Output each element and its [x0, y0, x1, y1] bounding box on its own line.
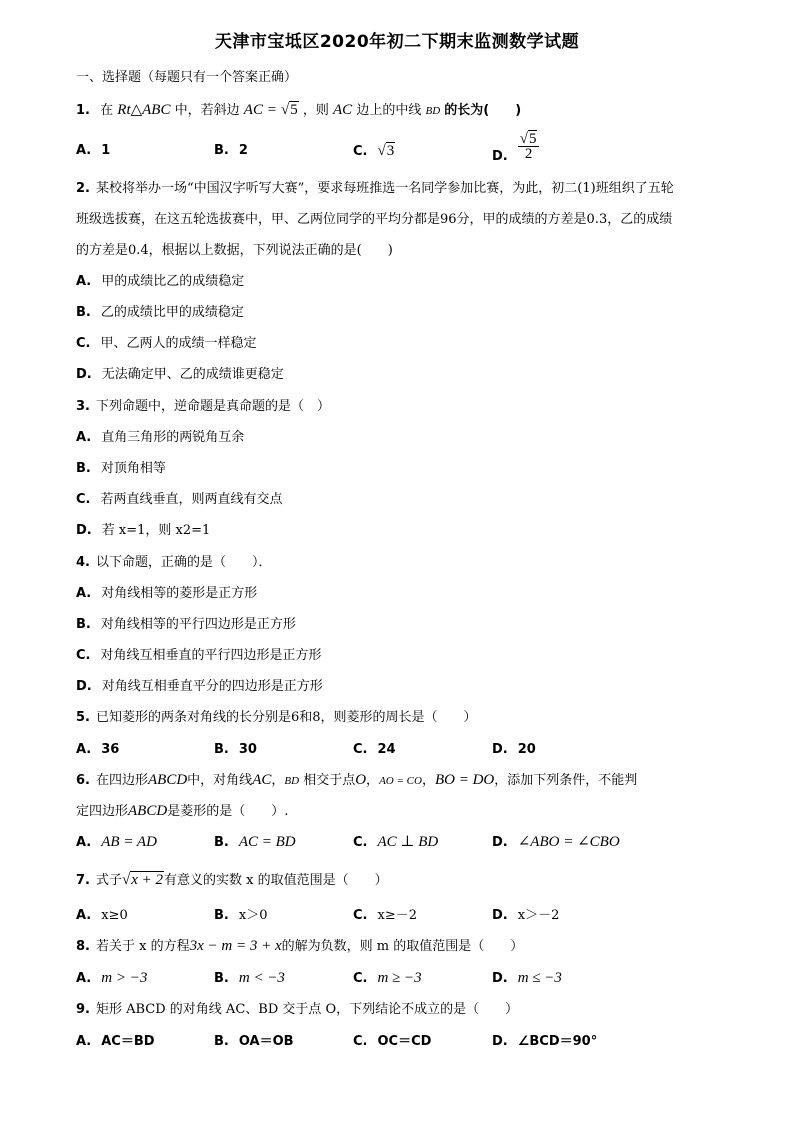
option-a[interactable]: A. m > −3 [76, 970, 148, 986]
option-c[interactable]: C. OC＝CD [353, 1034, 432, 1049]
option-c[interactable]: C. AC ⊥ BD [353, 834, 439, 850]
question-9: 9. 矩形 ABCD 的对角线 AC、BD 交于点 O，下列结论不成立的是（ ） [76, 1002, 519, 1017]
option-b[interactable]: B. 对顶角相等 [76, 461, 166, 476]
option-a[interactable]: A. 甲的成绩比乙的成绩稳定 [76, 274, 245, 289]
page-title: 天津市宝坻区2020年初二下期末监测数学试题 [214, 32, 580, 52]
option-a[interactable]: A. 1 [76, 143, 111, 158]
option-d[interactable]: D. $\frac{√5}{2}$ [492, 132, 539, 161]
option-a[interactable]: A. 对角线相等的菱形是正方形 [76, 586, 258, 601]
question-2-line-2: 班级选拔赛，在这五轮选拔赛中，甲、乙两位同学的平均分都是96分，甲的成绩的方差是0.3，乙的成绩 [76, 212, 673, 227]
question-1: 1. 在 Rt△ABC 中，若斜边 AC = √5 ，则 AC 边上的中线 BD 的长为( ) [76, 102, 522, 118]
option-b[interactable]: B. 30 [214, 742, 257, 757]
option-c[interactable]: C. 甲、乙两人的成绩一样稳定 [76, 336, 257, 351]
option-b[interactable]: B. AC = BD [214, 834, 296, 850]
option-d[interactable]: D. 若 x=1，则 x2=1 [76, 523, 211, 538]
option-c[interactable]: C. 对角线互相垂直的平行四边形是正方形 [76, 648, 322, 663]
question-6-line-2: 定四边形ABCD是菱形的是（ ）. [76, 803, 289, 819]
option-b[interactable]: B. 2 [214, 143, 248, 158]
option-a[interactable]: A. x≥0 [76, 908, 128, 923]
option-d[interactable]: D. x＞－2 [492, 908, 560, 923]
question-2-line-1: 2. 某校将举办一场“中国汉字听写大赛”，要求每班推选一名同学参加比赛，为此，初二(1)班组织了五轮 [76, 181, 674, 196]
option-d[interactable]: D. 无法确定甲、乙的成绩谁更稳定 [76, 367, 284, 382]
option-c[interactable]: C. x≥－2 [353, 908, 417, 923]
option-a[interactable]: A. AB = AD [76, 834, 157, 850]
question-3: 3. 下列命题中，逆命题是真命题的是（ ） [76, 399, 330, 414]
option-b[interactable]: B. m < −3 [214, 970, 285, 986]
option-c[interactable]: C. 24 [353, 742, 396, 757]
option-a[interactable]: A. 直角三角形的两锐角互余 [76, 430, 245, 445]
question-2-line-3: 的方差是0.4，根据以上数据，下列说法正确的是( ) [76, 243, 393, 258]
question-7: 7. 式子√x + 2有意义的实数 x 的取值范围是（ ） [76, 872, 388, 888]
option-c[interactable]: C. 若两直线垂直，则两直线有交点 [76, 492, 283, 507]
section-heading: 一、选择题（每题只有一个答案正确） [76, 70, 298, 85]
option-b[interactable]: B. x＞0 [214, 908, 268, 923]
option-b[interactable]: B. OA＝OB [214, 1034, 294, 1049]
option-c[interactable]: C. √3 [353, 143, 395, 159]
question-5: 5. 已知菱形的两条对角线的长分别是6和8，则菱形的周长是（ ） [76, 710, 477, 725]
option-d[interactable]: D. ∠BCD＝90° [492, 1034, 598, 1049]
sqrt-expression: √x + 2 [122, 872, 164, 888]
question-4: 4. 以下命题，正确的是（ ）． [76, 555, 272, 570]
question-8: 8. 若关于 x 的方程3x − m = 3 + x的解为负数，则 m 的取值范围是（ ） [76, 938, 524, 954]
option-b[interactable]: B. 对角线相等的平行四边形是正方形 [76, 617, 296, 632]
option-d[interactable]: D. m ≤ −3 [492, 970, 562, 986]
option-c[interactable]: C. m ≥ −3 [353, 970, 422, 986]
option-d[interactable]: D. 对角线互相垂直平分的四边形是正方形 [76, 679, 323, 694]
option-d[interactable]: D. 20 [492, 742, 536, 757]
question-number: 1. [76, 103, 90, 118]
sqrt-expression: √5 [280, 102, 298, 118]
option-d[interactable]: D. ∠ABO = ∠CBO [492, 834, 620, 850]
option-b[interactable]: B. 乙的成绩比甲的成绩稳定 [76, 305, 244, 320]
question-6-line-1: 6. 在四边形ABCD中，对角线AC，BD 相交于点O，AO = CO，BO = DO，添加下列条件，不能判 [76, 772, 638, 788]
option-a[interactable]: A. AC＝BD [76, 1034, 155, 1049]
option-a[interactable]: A. 36 [76, 742, 120, 757]
